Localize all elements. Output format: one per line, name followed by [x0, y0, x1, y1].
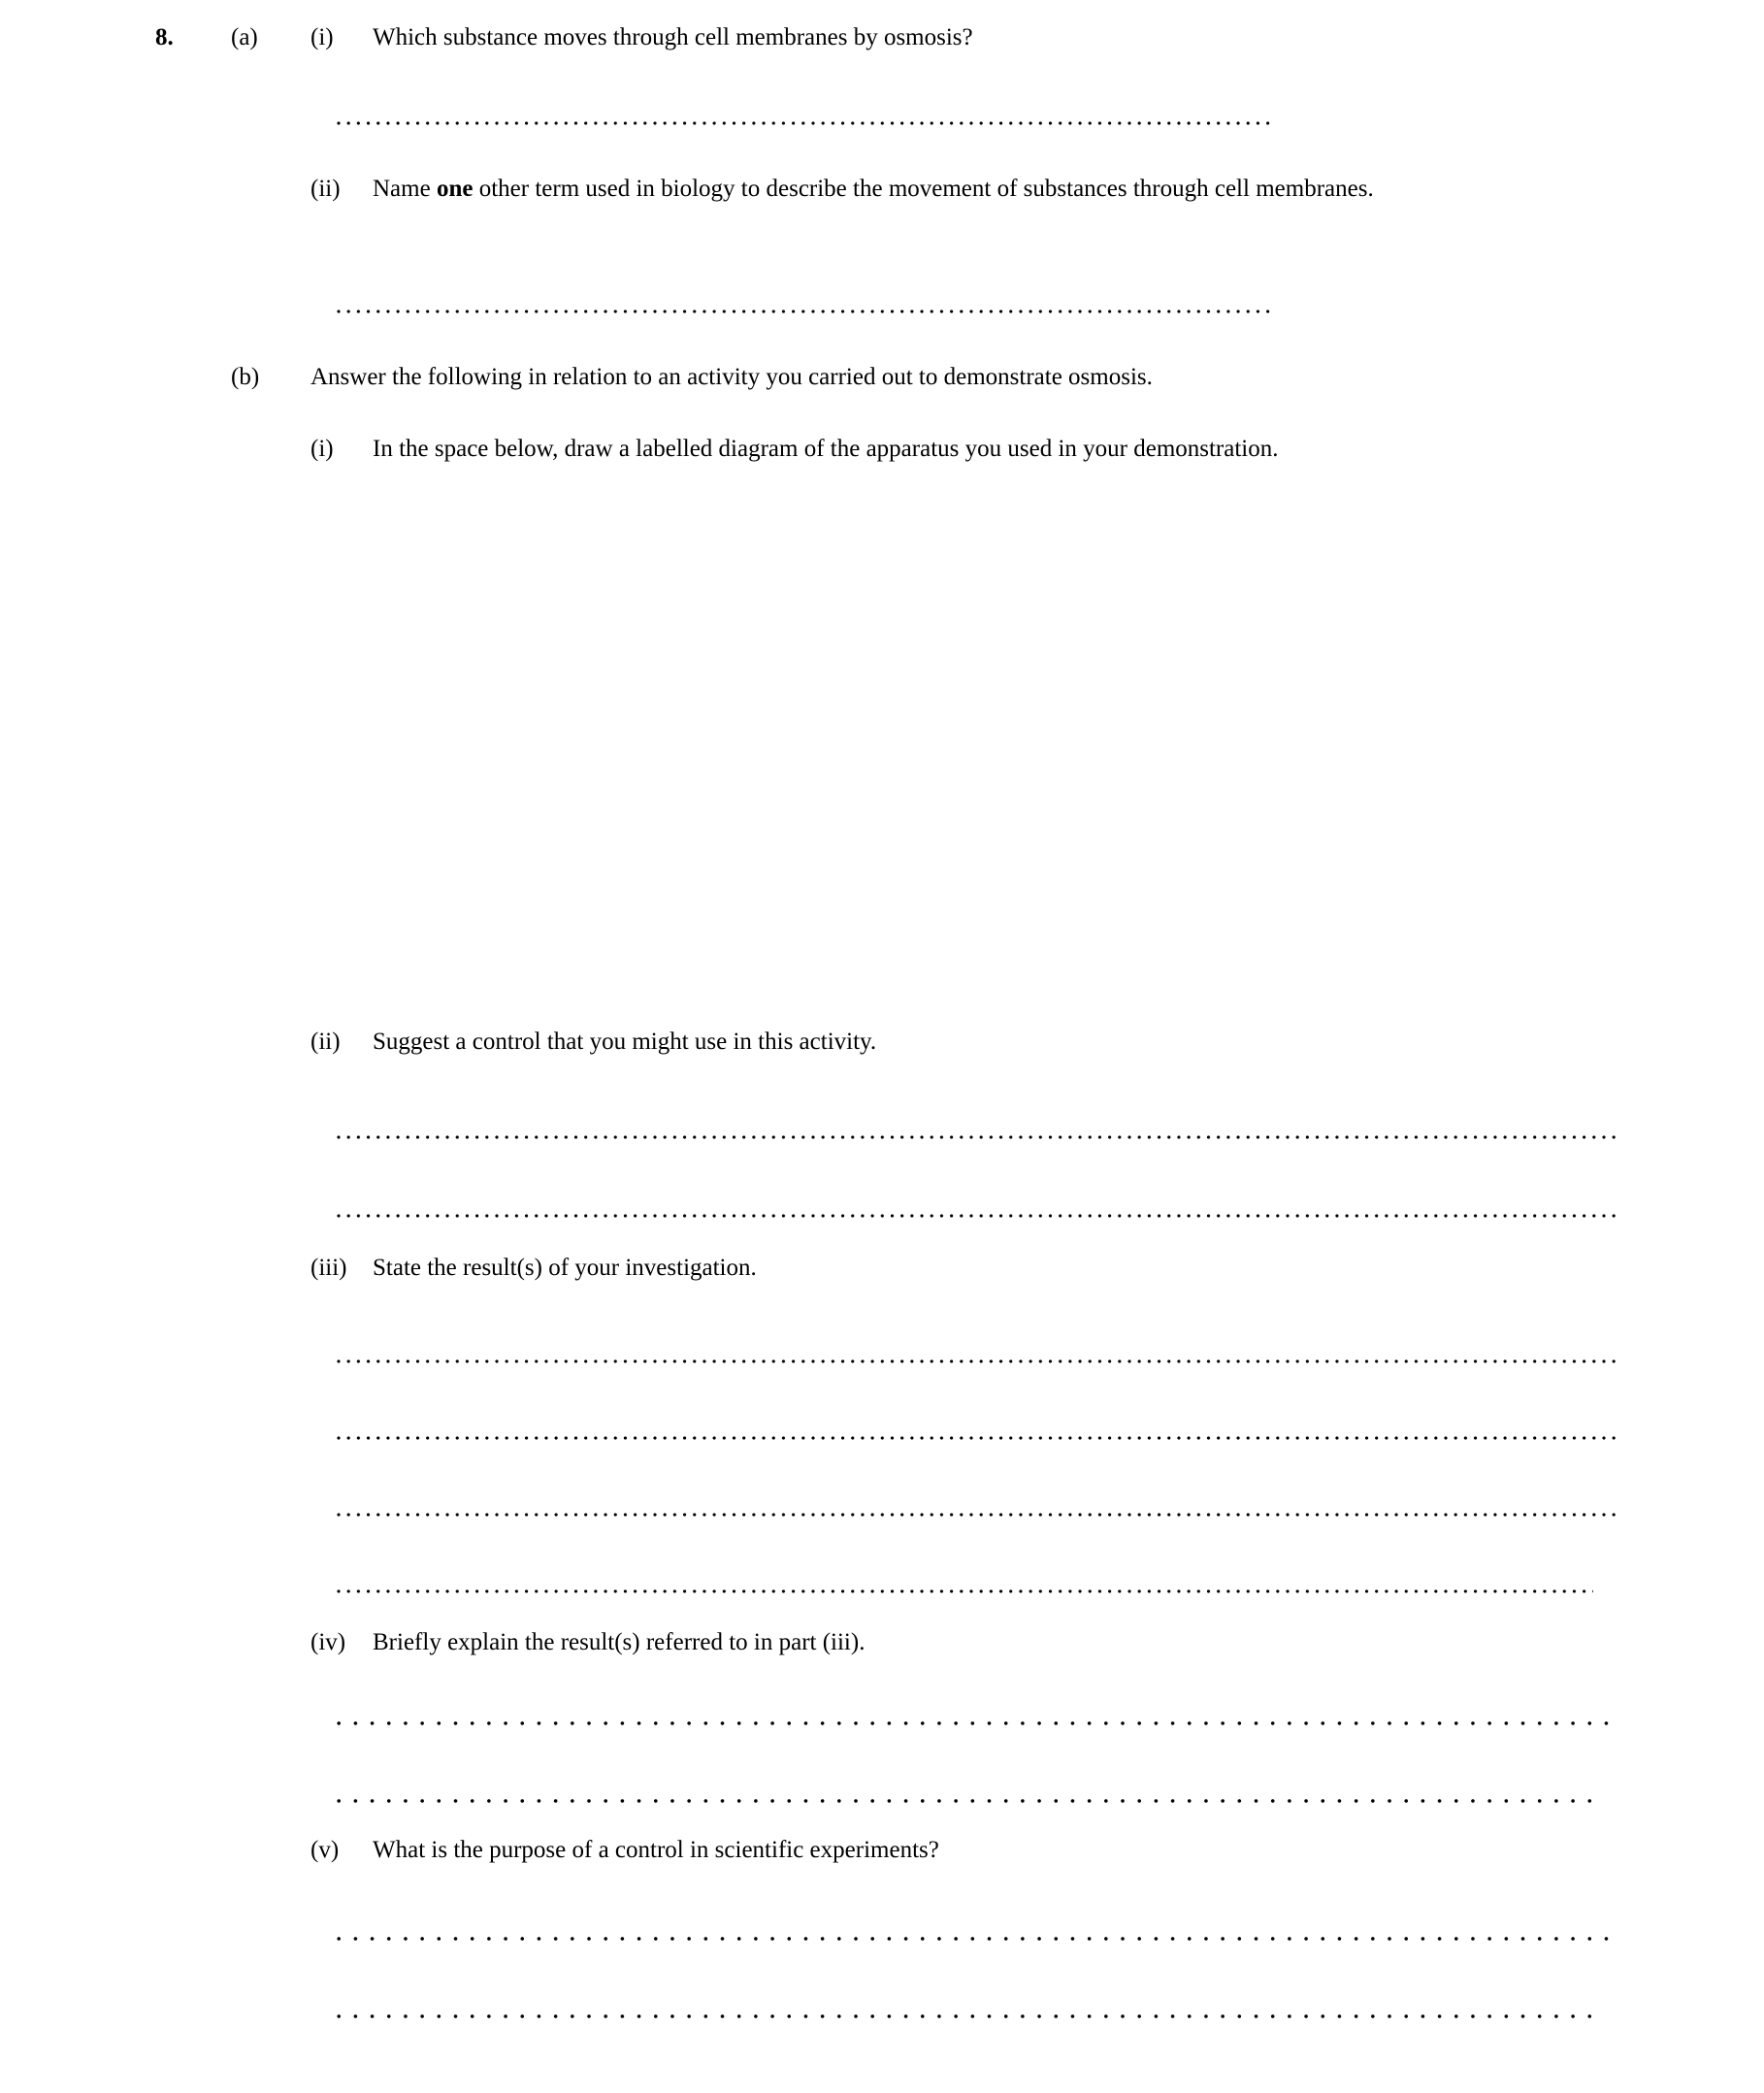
answer-line[interactable]	[337, 2013, 1598, 2019]
question-8b-intro-text: Answer the following in relation to an activity you carried out to demonstrate osmosis.	[310, 364, 1153, 390]
question-8b-ii-text: Suggest a control that you might use in this activity.	[373, 1029, 877, 1055]
answer-line[interactable]	[337, 1512, 1621, 1518]
answer-line[interactable]	[337, 1134, 1621, 1140]
part-label-b: (b)	[231, 364, 260, 390]
question-8a-ii-emphasis: one	[436, 176, 474, 202]
question-8b-row	[155, 361, 1591, 394]
answer-line[interactable]	[337, 1720, 1613, 1726]
answer-line[interactable]	[337, 1358, 1621, 1364]
question-8b-iii-text: State the result(s) of your investigation.	[373, 1255, 757, 1281]
question-8b-i-text: In the space below, draw a labelled diagram of the apparatus you used in your demonstration.	[373, 436, 1279, 462]
question-8b-i-row	[155, 433, 1630, 466]
answer-line[interactable]	[337, 1588, 1593, 1594]
subpart-label-b-i: (i)	[310, 436, 334, 462]
answer-line[interactable]	[337, 309, 1276, 314]
subpart-label-a-i: (i)	[310, 24, 334, 50]
subpart-label-b-v: (v)	[310, 1837, 340, 1863]
answer-line[interactable]	[337, 1213, 1616, 1219]
question-number: 8.	[155, 24, 174, 50]
answer-line[interactable]	[337, 1936, 1613, 1942]
question-8b-iii-row	[155, 1252, 1591, 1285]
answer-line[interactable]	[337, 1798, 1600, 1804]
answer-line[interactable]	[337, 120, 1276, 126]
question-8a-ii-text-pre: Name	[373, 176, 437, 202]
question-8a-ii-row	[155, 173, 1591, 206]
question-8a-ii-text	[373, 173, 1374, 206]
subpart-label-b-iii: (iii)	[310, 1255, 347, 1281]
question-8a-i-text: Which substance moves through cell membranes by osmosis?	[373, 24, 973, 50]
answer-line[interactable]	[337, 1435, 1621, 1441]
question-8b-iv-text: Briefly explain the result(s) referred to in part (iii).	[373, 1629, 866, 1655]
subpart-label-a-ii: (ii)	[310, 176, 341, 202]
question-8a-i-row	[155, 21, 1591, 54]
diagram-drawing-area[interactable]	[337, 485, 1617, 1009]
question-8b-v-row	[155, 1834, 1591, 1867]
part-label-a: (a)	[231, 24, 258, 50]
subpart-label-b-ii: (ii)	[310, 1029, 341, 1055]
question-8b-v-text: What is the purpose of a control in scientific experiments?	[373, 1837, 939, 1863]
question-8b-ii-row	[155, 1026, 1591, 1059]
question-8a-ii-text-post: other term used in biology to describe the movement of substances through cell membranes.	[473, 176, 1374, 202]
question-8b-iv-row	[155, 1626, 1591, 1659]
subpart-label-b-iv: (iv)	[310, 1629, 346, 1655]
